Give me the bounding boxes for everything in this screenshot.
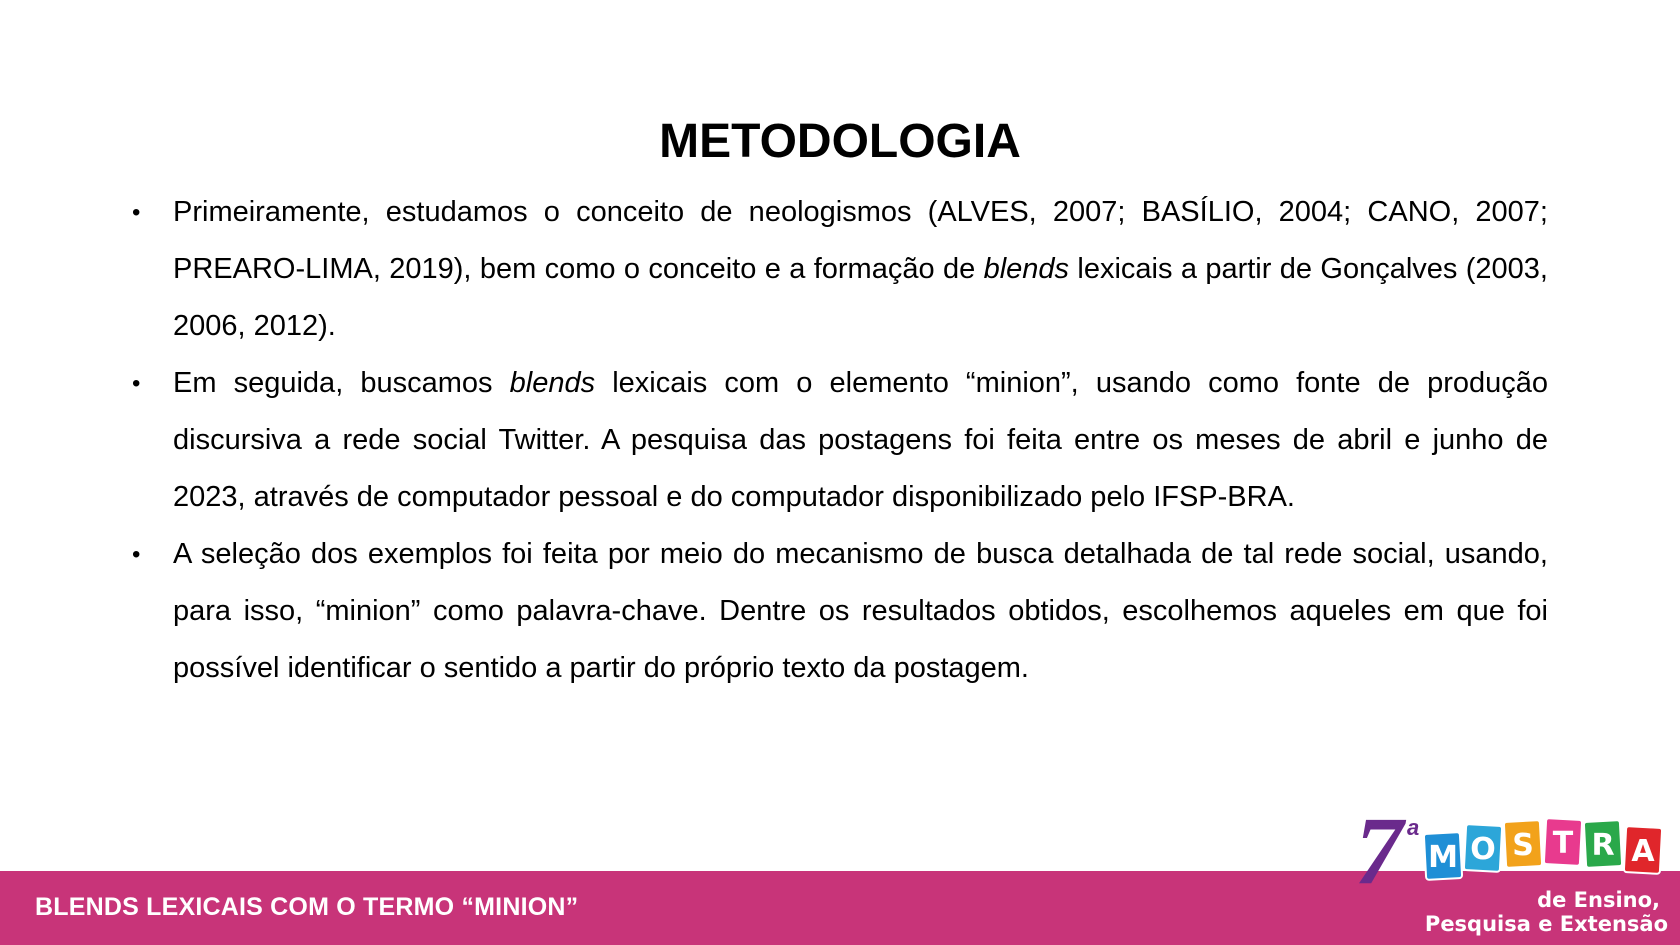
logo-letters: [1424, 818, 1662, 880]
logo-superscript: a: [1407, 815, 1420, 840]
bullet-text: Em seguida, buscamos blends lexicais com o elemento “minion”, usando como fonte de produção discursiva a rede social Twitter. A pesquisa das postagens foi feita entre os meses de abril e junho de 2023, através de computador pessoal e do computador disponibilizado pelo IFSP-BRA.: [173, 367, 1549, 513]
logo-letter: M: [1428, 840, 1458, 875]
list-item: [130, 355, 1548, 526]
list-item: [130, 184, 1548, 355]
bullet-icon: •: [132, 370, 141, 397]
methodology-list: [130, 184, 1548, 697]
logo-letter: T: [1552, 826, 1574, 861]
logo-letter: R: [1591, 828, 1615, 863]
logo-letter: S: [1512, 828, 1534, 863]
footer-title: BLENDS LEXICAIS COM O TERMO “MINION”: [35, 893, 579, 921]
bullet-text: A seleção dos exemplos foi feita por meio do mecanismo de busca detalhada de tal rede social, usando, para isso, “minion” como palavra-chave. Dentre os resultados obtidos, escolhemos aqueles em que foi possível identificar o sentido a partir do próprio texto da postagem.: [173, 538, 1548, 684]
bullet-text: Primeiramente, estudamos o conceito de neologismos (ALVES, 2007; BASÍLIO, 2004; CANO, 2007; PREARO-LIMA, 2019), bem como o conceito e a formação de blends lexicais a partir de Gonçalves (2003, 2006, 2012).: [173, 196, 1548, 342]
slide-title: METODOLOGIA: [659, 115, 1021, 168]
mostra-logo: [1355, 805, 1675, 945]
bullet-icon: •: [132, 541, 141, 568]
logo-line2: Pesquisa e Extensão: [1424, 912, 1668, 936]
logo-letter: O: [1470, 832, 1496, 867]
logo-letter: A: [1631, 834, 1655, 869]
logo-number: 7: [1355, 805, 1403, 904]
logo-line1: de Ensino,: [1537, 888, 1660, 912]
list-item: [130, 526, 1548, 697]
bullet-icon: •: [132, 199, 141, 226]
